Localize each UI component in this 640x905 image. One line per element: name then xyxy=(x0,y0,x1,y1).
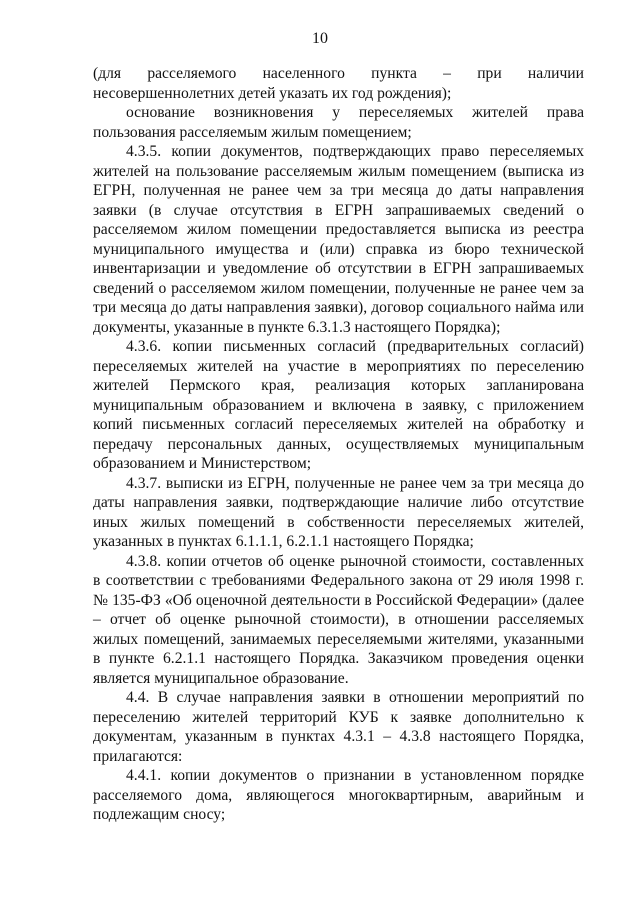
paragraph-4-3-6: 4.3.6. копии письменных согласий (предварительных согласий) переселяемых жителей на участие в мероприятиях по переселению жителей Пермского края, реализация которых запланирована муниципальным образованием и включена в заявку, с приложением копий письменных согласий переселяемых жителей на обработку и передачу персональных данных, осуществляемых муниципальным образованием и Министерством; xyxy=(93,338,584,472)
paragraph-4-3-8: 4.3.8. копии отчетов об оценке рыночной стоимости, составленных в соответствии с требованиями Федерального закона от 29 июля 1998 г. № 135-ФЗ «Об оценочной деятельности в Российской Федерации» (далее – отчет об оценке рыночной стоимости), в отношении расселяемых жилых помещений, занимаемых переселяемыми жителями, указанными в пункте 6.2.1.1 настоящего Порядка. Заказчиком проведения оценки является муниципальное образование. xyxy=(93,552,584,687)
paragraph-4-3-5: 4.3.5. копии документов, подтверждающих право переселяемых жителей на пользование расселяемым жилым помещением (выписка из ЕГРН, полученная не ранее чем за три месяца до даты направления заявки (в случае отсутствия в ЕГРН запрашиваемых сведений о расселяемом жилом помещении предоставляется выписка из реестра муниципального имущества и (или) справка из бюро технической инвентаризации и уведомление об отсутствии в ЕГРН запрашиваемых сведений о расселяемом жилом помещении, полученные не ранее чем за три месяца до даты направления заявки), договор социального найма или документы, указанные в пункте 6.3.1.3 настоящего Порядка); xyxy=(93,143,584,336)
document-body xyxy=(93,64,584,825)
page-number: 10 xyxy=(312,30,328,47)
paragraph-4-4: 4.4. В случае направления заявки в отношении мероприятий по переселению жителей территорий КУБ к заявке дополнительно к документам, указанным в пунктах 4.3.1 – 4.3.8 настоящего Порядка, прилагаются: xyxy=(93,689,584,765)
paragraph-basis: основание возникновения у переселяемых жителей права пользования расселяемым жилым помещением; xyxy=(93,104,584,141)
paragraph-4-3-7: 4.3.7. выписки из ЕГРН, полученные не ранее чем за три месяца до даты направления заявки, подтверждающие наличие либо отсутствие иных жилых помещений в собственности переселяемых жителей, указанных в пунктах 6.1.1.1, 6.2.1.1 настоящего Порядка; xyxy=(93,474,584,550)
paragraph-continuation: (для расселяемого населенного пункта – при наличии несовершеннолетних детей указать их год рождения); xyxy=(93,65,584,102)
paragraph-4-4-1: 4.4.1. копии документов о признании в установленном порядке расселяемого дома, являющегося многоквартирным, аварийным и подлежащим сносу; xyxy=(93,767,584,823)
